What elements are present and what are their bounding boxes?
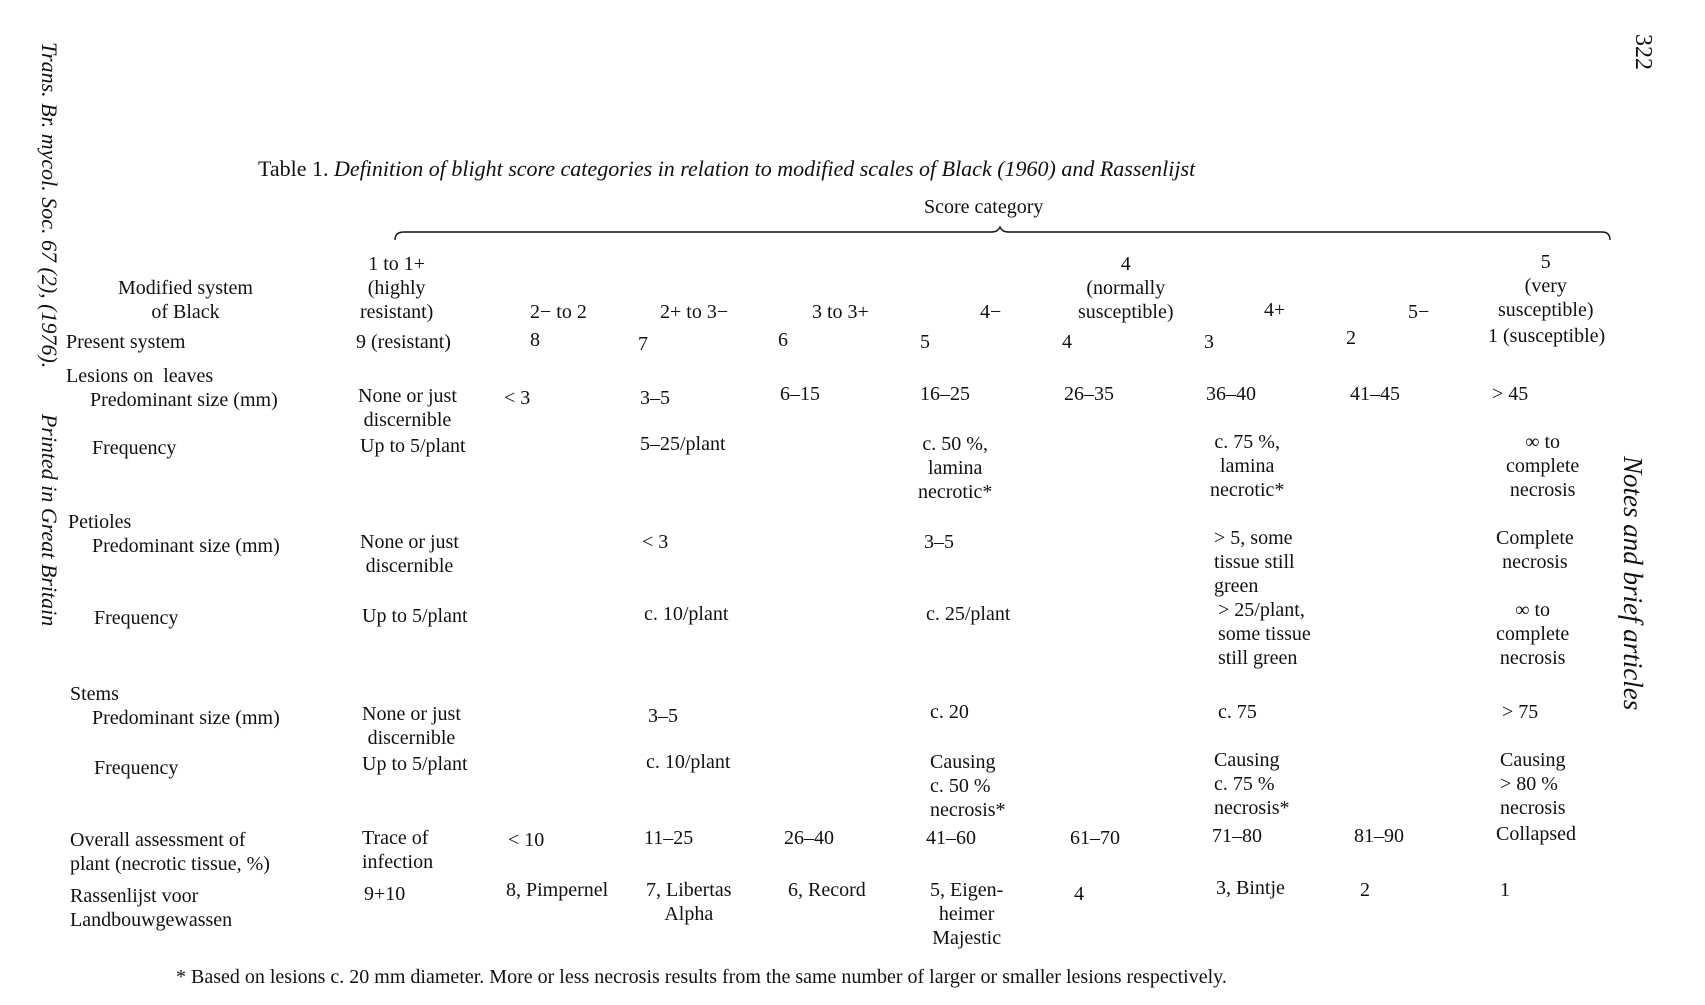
petioles-freq-5: c. 25/plant bbox=[926, 603, 1011, 625]
leaves-size-7: 36–40 bbox=[1206, 383, 1256, 405]
overall-7: 71–80 bbox=[1212, 825, 1262, 847]
rassen-9: 1 bbox=[1500, 879, 1510, 901]
modified-header-6: 4 (normally susceptible) bbox=[1078, 253, 1174, 323]
present-4: 6 bbox=[778, 329, 788, 351]
overall-5: 41–60 bbox=[926, 827, 976, 849]
modified-header-4: 3 to 3+ bbox=[812, 301, 869, 323]
petioles-size-3: < 3 bbox=[642, 531, 669, 553]
row-header-petioles: Petioles bbox=[68, 511, 132, 533]
modified-header-8: 5− bbox=[1408, 301, 1430, 323]
row-header-stems: Stems bbox=[70, 683, 119, 705]
present-3: 7 bbox=[638, 333, 648, 355]
row-header-stems-frequency: Frequency bbox=[94, 757, 179, 779]
row-header-petioles-size: Predominant size (mm) bbox=[92, 535, 280, 557]
petioles-size-7: > 5, some tissue still green bbox=[1214, 527, 1295, 597]
row-header-stems-size: Predominant size (mm) bbox=[92, 707, 280, 729]
stems-size-9: > 75 bbox=[1502, 701, 1539, 723]
stems-freq-3: c. 10/plant bbox=[646, 751, 731, 773]
modified-header-5: 4− bbox=[980, 301, 1002, 323]
journal-reference: Trans. Br. mycol. Soc. 67 (2), (1976). bbox=[37, 42, 62, 369]
page-number: 322 bbox=[1630, 34, 1656, 70]
leaves-freq-7: c. 75 %, lamina necrotic* bbox=[1210, 431, 1285, 501]
present-1: 9 (resistant) bbox=[356, 331, 451, 353]
leaves-freq-5: c. 50 %, lamina necrotic* bbox=[918, 433, 993, 503]
printed-note: Printed in Great Britain bbox=[37, 413, 62, 627]
rassen-4: 6, Record bbox=[788, 879, 866, 901]
rassen-8: 2 bbox=[1360, 879, 1370, 901]
present-6: 4 bbox=[1062, 331, 1072, 353]
modified-header-2: 2− to 2 bbox=[530, 301, 587, 323]
stems-size-1: None or just discernible bbox=[362, 703, 461, 749]
modified-header-7: 4+ bbox=[1264, 299, 1286, 321]
section-heading: Notes and brief articles bbox=[1618, 456, 1648, 711]
stems-freq-1: Up to 5/plant bbox=[362, 753, 468, 775]
overall-2: < 10 bbox=[508, 829, 545, 851]
petioles-freq-1: Up to 5/plant bbox=[362, 605, 468, 627]
leaves-size-5: 16–25 bbox=[920, 383, 970, 405]
rassen-1: 9+10 bbox=[364, 883, 406, 905]
overall-6: 61–70 bbox=[1070, 827, 1120, 849]
rassen-5: 5, Eigen- heimer Majestic bbox=[930, 879, 1004, 949]
petioles-freq-7: > 25/plant, some tissue still green bbox=[1218, 599, 1311, 669]
leaves-size-6: 26–35 bbox=[1064, 383, 1114, 405]
petioles-freq-3: c. 10/plant bbox=[644, 603, 729, 625]
stems-size-3: 3–5 bbox=[648, 705, 678, 727]
row-header-present: Present system bbox=[66, 331, 186, 353]
score-category-label: Score category bbox=[924, 196, 1044, 218]
present-9: 1 (susceptible) bbox=[1488, 325, 1606, 347]
stems-freq-9: Causing > 80 % necrosis bbox=[1500, 749, 1566, 819]
row-header-modified: Modified system of Black bbox=[118, 277, 253, 323]
journal-citation bbox=[22, 42, 62, 682]
table-label: Table 1. bbox=[258, 156, 329, 181]
leaves-size-8: 41–45 bbox=[1350, 383, 1400, 405]
stems-freq-7: Causing c. 75 % necrosis* bbox=[1214, 749, 1290, 819]
present-7: 3 bbox=[1204, 331, 1214, 353]
petioles-size-5: 3–5 bbox=[924, 531, 954, 553]
petioles-freq-9: ∞ to complete necrosis bbox=[1496, 599, 1570, 669]
stems-size-7: c. 75 bbox=[1218, 701, 1257, 723]
leaves-freq-9: ∞ to complete necrosis bbox=[1506, 431, 1580, 501]
overall-9: Collapsed bbox=[1496, 823, 1576, 845]
table-title bbox=[258, 156, 1195, 182]
overall-3: 11–25 bbox=[644, 827, 694, 849]
row-header-petioles-frequency: Frequency bbox=[94, 607, 179, 629]
petioles-size-9: Complete necrosis bbox=[1496, 527, 1574, 573]
rassen-2: 8, Pimpernel bbox=[506, 879, 609, 901]
row-header-lesions-leaves: Lesions on leaves bbox=[66, 365, 214, 387]
modified-header-3: 2+ to 3− bbox=[660, 301, 729, 323]
leaves-size-1: None or just discernible bbox=[358, 385, 457, 431]
leaves-freq-3: 5–25/plant bbox=[640, 433, 726, 455]
leaves-size-3: 3–5 bbox=[640, 387, 670, 409]
leaves-size-9: > 45 bbox=[1492, 383, 1529, 405]
present-2: 8 bbox=[530, 329, 540, 351]
leaves-size-2: < 3 bbox=[504, 387, 531, 409]
stems-freq-5: Causing c. 50 % necrosis* bbox=[930, 751, 1006, 821]
present-8: 2 bbox=[1346, 327, 1356, 349]
score-category-brace bbox=[394, 226, 1612, 242]
row-header-leaves-size: Predominant size (mm) bbox=[90, 389, 278, 411]
leaves-size-4: 6–15 bbox=[780, 383, 820, 405]
modified-header-1: 1 to 1+ (highly resistant) bbox=[360, 253, 434, 323]
overall-1: Trace of infection bbox=[362, 827, 434, 873]
row-header-leaves-frequency: Frequency bbox=[92, 437, 177, 459]
rassen-6: 4 bbox=[1074, 883, 1084, 905]
rassen-3: 7, Libertas Alpha bbox=[646, 879, 732, 925]
present-5: 5 bbox=[920, 331, 930, 353]
row-header-overall: Overall assessment of plant (necrotic tissue, %) bbox=[70, 829, 270, 875]
petioles-size-1: None or just discernible bbox=[360, 531, 459, 577]
stems-size-5: c. 20 bbox=[930, 701, 969, 723]
table-caption: Definition of blight score categories in relation to modified scales of Black (1960) and Rassenlijst bbox=[334, 156, 1196, 181]
table-footnote: * Based on lesions c. 20 mm diameter. More or less necrosis results from the same number of larger or smaller lesions respectively. bbox=[176, 966, 1227, 988]
overall-4: 26–40 bbox=[784, 827, 834, 849]
modified-header-9: 5 (very susceptible) bbox=[1498, 251, 1594, 321]
rassen-7: 3, Bintje bbox=[1216, 877, 1285, 899]
row-header-rassenlijst: Rassenlijst voor Landbouwgewassen bbox=[70, 885, 233, 931]
overall-8: 81–90 bbox=[1354, 825, 1404, 847]
leaves-freq-1: Up to 5/plant bbox=[360, 435, 466, 457]
